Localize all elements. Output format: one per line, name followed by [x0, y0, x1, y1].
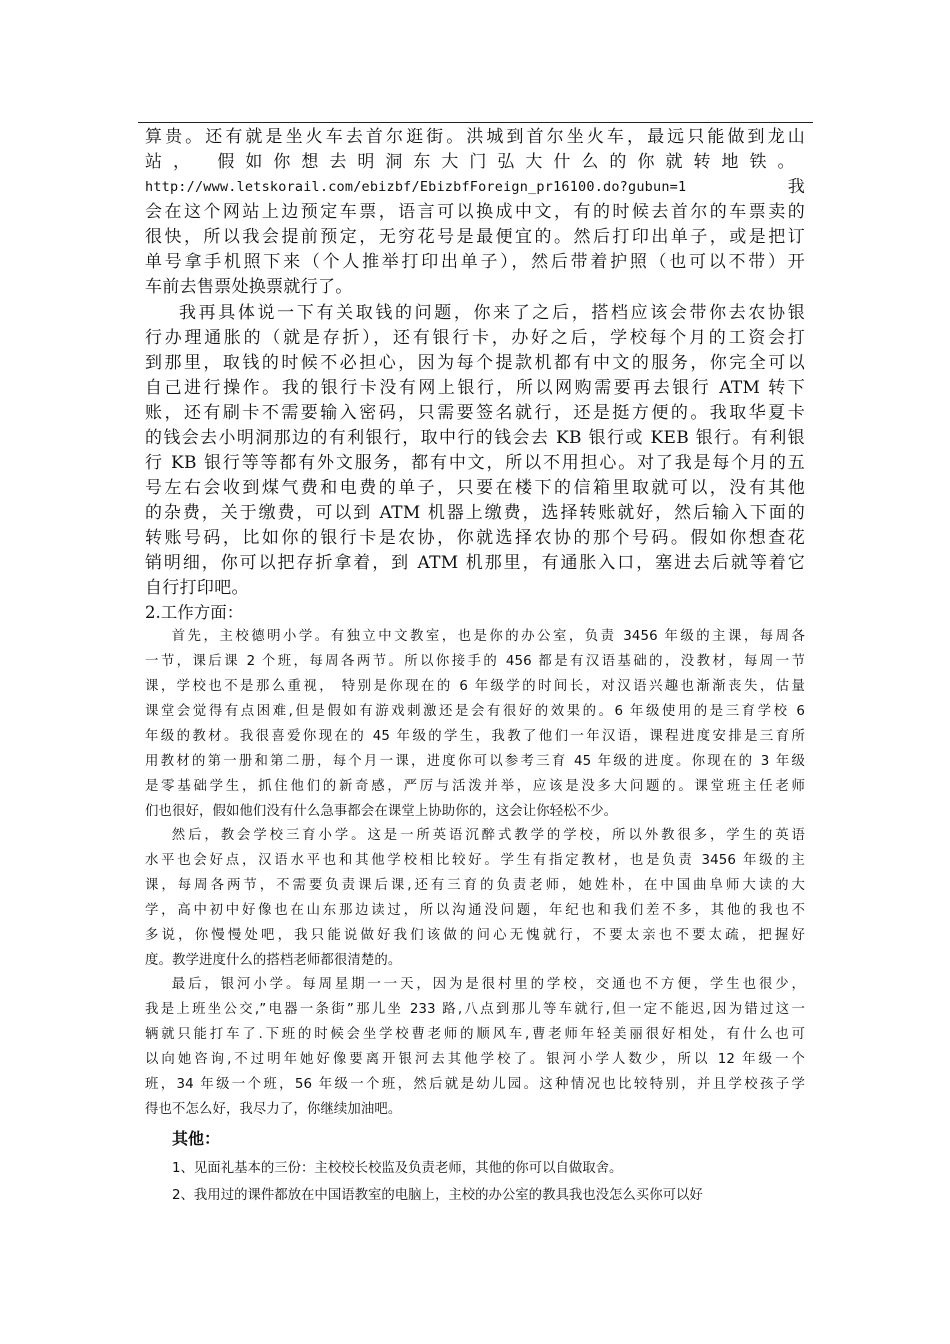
- text-line: 转账号码，比如你的银行卡是农协，你就选择农协的那个号码。假如你想查花: [145, 528, 805, 548]
- text-line: 多说，你慢慢处吧，我只能说做好我们该做的问心无愧就行，不要太亲也不要太疏，把握好: [145, 928, 805, 943]
- text-line: 学，高中初中好像也在山东那边读过，所以沟通没问题，年纪也和我们差不多，其他的我也不: [145, 903, 805, 918]
- text-line: 课，学校也不是那么重视， 特别是你现在的 6 年级学的时间长，对汉语兴趣也渐渐丧失，估量: [145, 679, 805, 694]
- text-line: 然后，教会学校三育小学。这是一所英语沉醉式教学的学校，所以外教很多，学生的英语: [171, 828, 805, 843]
- work-para-3: [145, 972, 805, 1122]
- text-line: 最后，银河小学。每周星期一一天，因为是很村里的学校，交通也不方便，学生也很少，: [171, 977, 805, 992]
- other-heading: 其他：: [172, 1129, 221, 1148]
- money-section: [145, 301, 805, 601]
- text-fragment: 我: [787, 177, 805, 197]
- text-line: 首先，主校德明小学。有独立中文教室，也是你的办公室，负责 3456 年级的主课，每周各: [171, 629, 805, 644]
- header-rule: [138, 122, 813, 123]
- text-line: 以向她咨询,不过明年她好像要离开银河去其他学校了。银河小学人数少，所以 12 年级一个: [145, 1052, 805, 1067]
- korail-url[interactable]: http://www.letskorail.com/ebizbf/EbizbfForeign_pr16100.do?gubun=1: [145, 179, 687, 195]
- text-line: 我再具体说一下有关取钱的问题，你来了之后，搭档应该会带你去农协银: [179, 303, 805, 323]
- text-line: 会在这个网站上边预定车票，语言可以换成中文，有的时候去首尔的车票卖的: [145, 202, 805, 222]
- text-line: 用教材的第一册和第二册，每个月一课，进度你可以参考三育 45 年级的进度。你现在的 3 年级: [145, 754, 805, 769]
- work-para-1: [145, 624, 805, 824]
- text-line: 单号拿手机照下来（个人推举打印出单子），然后带着护照（也可以不带）开: [145, 252, 805, 272]
- text-line: 账，还有刷卡不需要输入密码，只需要签名就行，还是挺方便的。我取华夏卡: [145, 403, 805, 423]
- other-item-2: 2、我用过的课件都放在中国语教室的电脑上，主校的办公室的教具我也没怎么买你可以好: [172, 1188, 703, 1203]
- text-line: 辆就只能打车了.下班的时候会坐学校曹老师的顺风车,曹老师年轻美丽很好相处，有什么也可: [145, 1027, 805, 1042]
- text-line: 车前去售票处换票就行了。: [145, 277, 353, 297]
- work-para-2: [145, 823, 805, 973]
- text-line: 们也很好，假如他们没有什么急事都会在课堂上协助你的，这会让你轻松不少。: [145, 804, 618, 819]
- train-section: [145, 125, 805, 300]
- work-heading: 2.工作方面：: [145, 603, 244, 622]
- text-line: 水平也会好点，汉语水平也和其他学校相比较好。学生有指定教材，也是负责 3456 年级的主: [145, 853, 805, 868]
- text-line: 自行打印吧。: [145, 578, 249, 598]
- text-line: 课堂会觉得有点困难,但是假如有游戏刺激还是会有很好的效果的。6 年级使用的是三育学校 6: [145, 704, 805, 719]
- text-line: 的杂费，关于缴费，可以到 ATM 机器上缴费，选择转账就好，然后输入下面的: [145, 503, 805, 523]
- text-line: 行办理通胀的（就是存折），还有银行卡，办好之后，学校每个月的工资会打: [145, 328, 805, 348]
- text-line: 到那里，取钱的时候不必担心，因为每个提款机都有中文的服务，你完全可以: [145, 353, 805, 373]
- text-line: 年级的教材。我很喜爱你现在的 45 年级的学生，我教了他们一年汉语，课程进度安排是三育所: [145, 729, 805, 744]
- text-line: 一节，课后课 2 个班，每周各两节。所以你接手的 456 都是有汉语基础的，没教材，每周一节: [145, 654, 805, 669]
- text-line: 我是上班坐公交,”电器一条街”那儿坐 233 路,八点到那儿等车就行,但一定不能迟,因为错过这一: [145, 1002, 805, 1017]
- text-line: 销明细，你可以把存折拿着，到 ATM 机那里，有通胀入口，塞进去后就等着它: [145, 553, 805, 573]
- text-line: 站， 假如你想去明洞东大门弘大什么的你就转地铁。: [145, 152, 805, 172]
- url-line: [145, 175, 805, 200]
- text-line: 行 KB 银行等等都有外文服务，都有中文，所以不用担心。对了我是每个月的五: [145, 453, 805, 473]
- text-line: 很快，所以我会提前预定，无穷花号是最便宜的。然后打印出单子，或是把订: [145, 227, 805, 247]
- text-line: 算贵。还有就是坐火车去首尔逛街。洪城到首尔坐火车，最远只能做到龙山: [145, 127, 805, 147]
- text-line: 课，每周各两节，不需要负责课后课,还有三育的负责老师，她姓朴，在中国曲阜师大读的大: [145, 878, 805, 893]
- text-line: 得也不怎么好，我尽力了，你继续加油吧。: [145, 1102, 402, 1117]
- text-line: 是零基础学生，抓住他们的新奇感，严厉与活泼并举，应该是没多大问题的。课堂班主任老师: [145, 779, 805, 794]
- text-line: 自己进行操作。我的银行卡没有网上银行，所以网购需要再去银行 ATM 转下: [145, 378, 805, 398]
- other-item-1: 1、见面礼基本的三份：主校校长校监及负责老师，其他的你可以自做取舍。: [172, 1161, 623, 1176]
- text-line: 的钱会去小明洞那边的有利银行，取中行的钱会去 KB 银行或 KEB 银行。有利银: [145, 428, 805, 448]
- text-line: 班，34 年级一个班，56 年级一个班，然后就是幼儿园。这种情况也比较特别，并且学校孩子学: [145, 1077, 805, 1092]
- text-line: 号左右会收到煤气费和电费的单子，只要在楼下的信箱里取就可以，没有其他: [145, 478, 805, 498]
- text-line: 度。教学进度什么的搭档老师都很清楚的。: [145, 953, 402, 968]
